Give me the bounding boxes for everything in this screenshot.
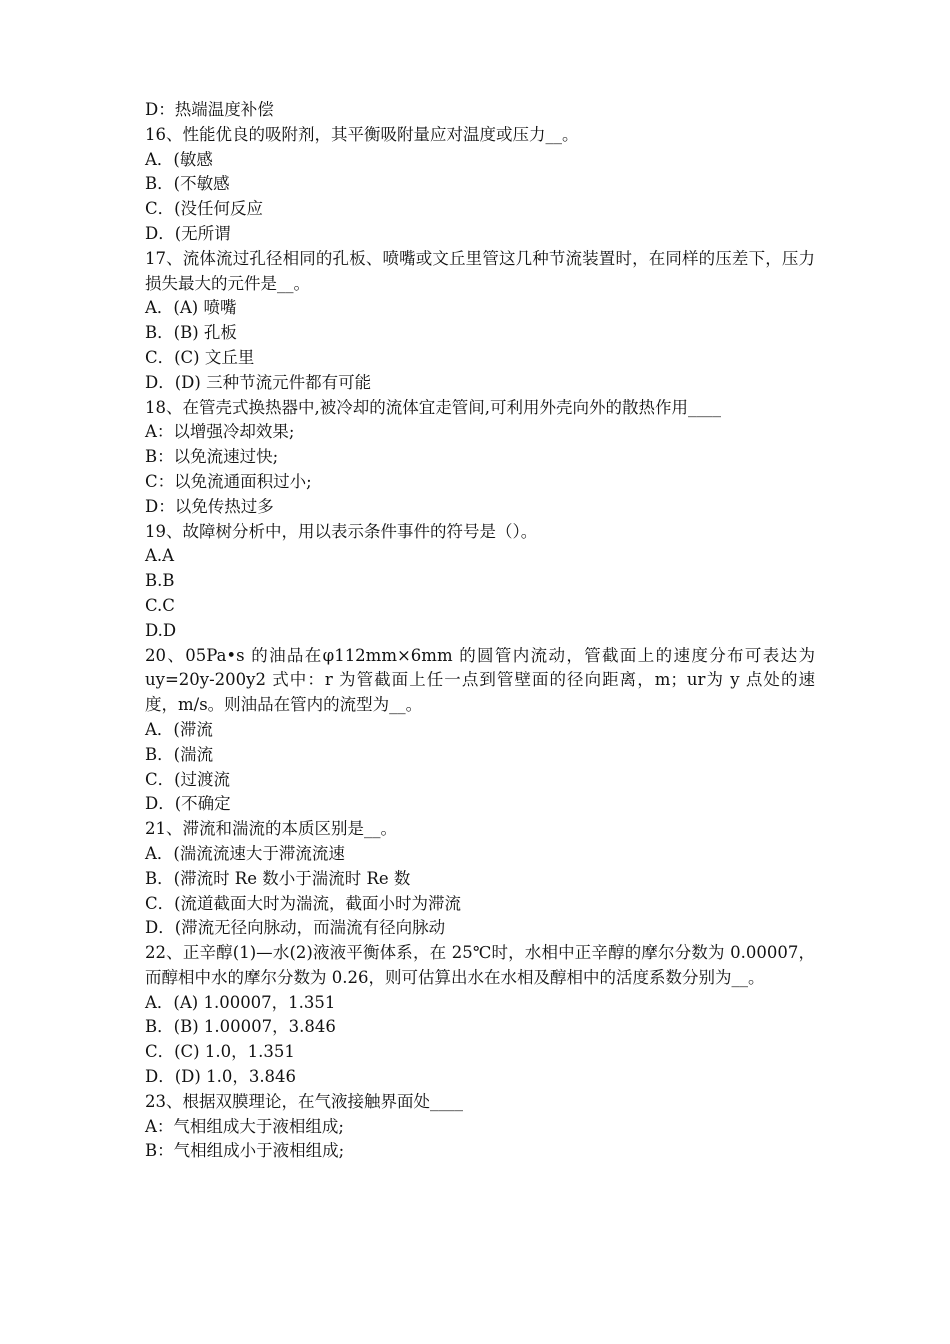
- option-b: B：气相组成小于液相组成;: [145, 1141, 345, 1161]
- question-17: 17、流体流过孔径相同的孔板、喷嘴或文丘里管这几种节流装置时，在同样的压差下，压力损失最大的元件是__。: [145, 248, 815, 293]
- option-b: B．(B) 1.00007，3.846: [145, 1017, 336, 1037]
- option-b: B.B: [145, 571, 175, 591]
- option-c: C．(C) 文丘里: [145, 347, 255, 367]
- option-c: C．(流道截面大时为湍流，截面小时为滞流: [145, 893, 462, 913]
- option-c: C：以免流通面积过小;: [145, 471, 312, 491]
- option-d: D．(不确定: [145, 794, 231, 814]
- option-b: B：以免流速过快;: [145, 447, 279, 467]
- option-a: A：气相组成大于液相组成;: [145, 1116, 344, 1136]
- option-b: B．(B) 孔板: [145, 323, 237, 343]
- question-23: 23、根据双膜理论，在气液接触界面处____: [145, 1091, 463, 1111]
- option-d: D．(无所谓: [145, 223, 231, 243]
- option-c: C．(没任何反应: [145, 199, 264, 219]
- option-c: C．(过渡流: [145, 769, 231, 789]
- option-d: D：以免传热过多: [145, 496, 274, 516]
- option-c: C.C: [145, 595, 175, 615]
- option-c: C．(C) 1.0，1.351: [145, 1042, 295, 1062]
- option-b: B．(湍流: [145, 744, 214, 764]
- option-d: D．(滞流无径向脉动，而湍流有径向脉动: [145, 918, 446, 938]
- option-a: A．(A) 1.00007，1.351: [145, 992, 336, 1012]
- option-b: B．(滞流时 Re 数小于湍流时 Re 数: [145, 868, 411, 888]
- option-a: A．(A) 喷嘴: [145, 298, 237, 318]
- option-b: B．(不敏感: [145, 174, 230, 194]
- option-d: D．(D) 1.0，3.846: [145, 1067, 297, 1087]
- question-16: 16、性能优良的吸附剂，其平衡吸附量应对温度或压力__。: [145, 124, 579, 144]
- option-d: D．(D) 三种节流元件都有可能: [145, 372, 372, 392]
- document-page: [145, 98, 815, 1164]
- option-a: A．(滞流: [145, 719, 213, 739]
- text-line: D：热端温度补偿: [145, 100, 274, 119]
- option-a: A．(湍流流速大于滞流流速: [145, 843, 345, 863]
- question-22: 22、正辛醇(1)—水(2)液液平衡体系，在 25℃时，水相中正辛醇的摩尔分数为 0.00007，而醇相中水的摩尔分数为 0.26，则可估算出水在水相及醇相中的活度系数分别为__。: [145, 943, 815, 987]
- question-18: 18、在管壳式换热器中,被冷却的流体宜走管间,可利用外壳向外的散热作用____: [145, 397, 721, 417]
- question-19: 19、故障树分析中，用以表示条件事件的符号是（）。: [145, 521, 538, 541]
- option-a: A：以增强冷却效果;: [145, 422, 295, 442]
- option-a: A．(敏感: [145, 149, 213, 169]
- option-a: A.A: [145, 546, 175, 566]
- option-d: D.D: [145, 620, 177, 640]
- question-20: 20、05Pa•s 的油品在φ112mm×6mm 的圆管内流动，管截面上的速度分布可表达为 uy=20y-200y2 式中：r 为管截面上任一点到管壁面的径向距离，m；ur为 y 点处的速度，m/s。则油品在管内的流型为__。: [145, 645, 815, 715]
- question-21: 21、滞流和湍流的本质区别是__。: [145, 819, 397, 839]
